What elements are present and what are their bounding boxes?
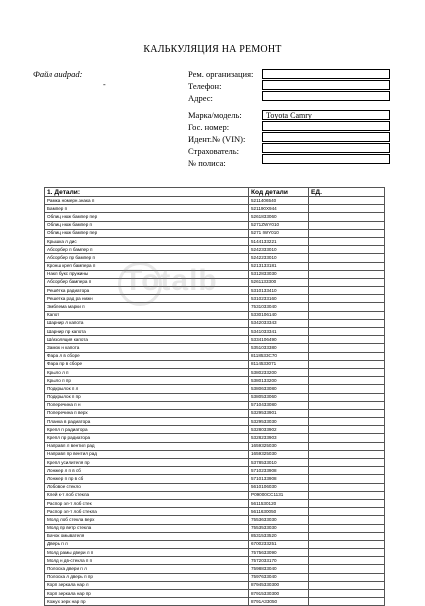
unit-cell [309, 491, 385, 499]
part-code-cell: 5329533030 [249, 418, 309, 426]
vin-field[interactable] [262, 132, 390, 142]
part-code-cell: 5261133300 [249, 278, 309, 286]
part-name-cell: Крыло п пр [45, 377, 249, 385]
unit-cell [309, 598, 385, 606]
part-code-cell: 5242333010 [249, 246, 309, 254]
unit-cell [309, 336, 385, 344]
part-name-cell: Поперечина п верх [45, 409, 249, 417]
unit-cell [309, 377, 385, 385]
part-code-cell: 5328033902 [249, 426, 309, 434]
table-row [45, 491, 385, 499]
part-code-cell: 5710433080 [249, 401, 309, 409]
part-name-cell: Поперечина п н [45, 401, 249, 409]
unit-cell [309, 516, 385, 524]
part-code-cell: 5380533060 [249, 393, 309, 401]
part-code-cell: 7575633090 [249, 549, 309, 557]
part-name-cell: Крепл пр радиатора [45, 434, 249, 442]
table-row [45, 319, 385, 327]
table-row [45, 377, 385, 385]
part-code-cell: 7553633030 [249, 516, 309, 524]
unit-cell [309, 246, 385, 254]
part-name-cell: Молд рамы двери л п [45, 549, 249, 557]
unit-cell [309, 360, 385, 368]
part-code-cell: 5242233010 [249, 254, 309, 262]
part-code-cell: 5341033341 [249, 328, 309, 336]
unit-cell [309, 573, 385, 581]
part-name-cell: Полоска л дверь п пр [45, 573, 249, 581]
table-row [45, 483, 385, 491]
plate-number-field[interactable] [262, 121, 390, 131]
part-code-cell: 1659325030 [249, 450, 309, 458]
unit-cell [309, 221, 385, 229]
part-code-cell: 5380233200 [249, 368, 309, 376]
part-code-cell: 8791A33050 [249, 598, 309, 606]
table-row [45, 499, 385, 507]
table-row [45, 557, 385, 565]
part-code-cell: 5312833030 [249, 270, 309, 278]
part-name-cell: Рамка номерн.знака п [45, 197, 249, 205]
table-row [45, 360, 385, 368]
part-name-cell: Подкрылок п пр [45, 393, 249, 401]
unit-cell [309, 426, 385, 434]
unit-cell [309, 197, 385, 205]
table-row [45, 221, 385, 229]
part-code-cell: 5378533010 [249, 459, 309, 467]
part-code-cell: 5329533901 [249, 409, 309, 417]
parts-table-body [45, 197, 385, 606]
table-row [45, 237, 385, 245]
unit-cell [309, 581, 385, 589]
make-model-field[interactable]: Toyota Camry [262, 110, 390, 120]
table-row [45, 508, 385, 516]
table-row [45, 590, 385, 598]
part-name-cell: Ш/изоляция капота [45, 336, 249, 344]
unit-cell [309, 401, 385, 409]
part-name-cell: Молд н дв-стекла п п [45, 557, 249, 565]
unit-cell [309, 295, 385, 303]
part-code-cell: 5213133181 [249, 262, 309, 270]
repair-org-label: Рем. организация: [188, 69, 254, 79]
part-code-cell: 5310133410 [249, 287, 309, 295]
part-name-cell: Крепл п радиатора [45, 426, 249, 434]
policyholder-field[interactable] [262, 143, 390, 153]
part-name-cell: Распор эл-т лоб стекла [45, 508, 249, 516]
part-code-cell: 521190X944 [249, 205, 309, 213]
part-code-cell: 7531033040 [249, 303, 309, 311]
table-row [45, 393, 385, 401]
unit-cell [309, 287, 385, 295]
part-name-cell: Решётка радиатора [45, 287, 249, 295]
unit-cell [309, 311, 385, 319]
table-row [45, 475, 385, 483]
table-row [45, 426, 385, 434]
part-code-cell: 5261833060 [249, 213, 309, 221]
unit-column-header: ЕД. [309, 188, 385, 197]
phone-label: Телефон: [188, 81, 222, 91]
part-code-cell: 8118533C70 [249, 352, 309, 360]
unit-cell [309, 278, 385, 286]
unit-cell [309, 467, 385, 475]
part-name-cell: Облиц нюж бампер пер [45, 229, 249, 237]
table-row [45, 442, 385, 450]
table-row [45, 197, 385, 205]
document-title: КАЛЬКУЛЯЦИЯ НА РЕМОНТ [143, 44, 282, 55]
part-code-cell: 7598833040 [249, 565, 309, 573]
part-name-cell: Абсорбер п бампер п [45, 246, 249, 254]
part-name-cell: Облиц нюж бампер п [45, 221, 249, 229]
part-code-cell: 5144133221 [249, 237, 309, 245]
unit-cell [309, 368, 385, 376]
part-name-cell: Корп зеркала нар пр [45, 590, 249, 598]
part-code-cell: 5342033343 [249, 319, 309, 327]
unit-cell [309, 565, 385, 573]
file-label: Файл audpad: [33, 69, 83, 79]
part-code-cell: 5710133908 [249, 475, 309, 483]
plate-number-label: Гос. номер: [188, 122, 230, 132]
part-name-cell: Кожух зерк нар пр [45, 598, 249, 606]
policy-number-field[interactable] [262, 154, 390, 164]
part-name-cell: Планка в радиатора [45, 418, 249, 426]
unit-cell [309, 483, 385, 491]
table-row [45, 229, 385, 237]
part-name-cell: Полоска двери п л [45, 565, 249, 573]
part-name-cell: Облиц нюж бампер пер [45, 213, 249, 221]
unit-cell [309, 524, 385, 532]
part-name-cell: Капот [45, 311, 249, 319]
part-code-cell: 7553533030 [249, 524, 309, 532]
part-code-cell: 5271ZWY010 [249, 221, 309, 229]
part-name-cell: Фара пр в сборе [45, 360, 249, 368]
unit-cell [309, 205, 385, 213]
table-row [45, 549, 385, 557]
address-field[interactable] [262, 91, 390, 101]
repair-org-field[interactable] [262, 69, 390, 79]
part-name-cell: Абсорбер бампера п [45, 278, 249, 286]
file-dash: - [103, 80, 106, 89]
part-name-cell: Лонжер л п в сб [45, 467, 249, 475]
table-row [45, 532, 385, 540]
watermark-text: Totalb [124, 264, 218, 297]
unit-cell [309, 532, 385, 540]
part-code-cell: 5211406540 [249, 197, 309, 205]
part-name-cell: Решетка рад ра нижн [45, 295, 249, 303]
part-name-cell: Замок н капота [45, 344, 249, 352]
unit-cell [309, 450, 385, 458]
part-code-cell: 5610106030 [249, 483, 309, 491]
parts-column-header: 1. Детали: [45, 188, 249, 197]
table-row [45, 254, 385, 262]
table-row [45, 303, 385, 311]
part-name-cell: Распор эл-т лоб стек [45, 499, 249, 507]
part-code-cell: 5328233903 [249, 434, 309, 442]
part-code-cell: 5330106140 [249, 311, 309, 319]
part-name-cell: Лонжер п пр в сб [45, 475, 249, 483]
unit-cell [309, 418, 385, 426]
table-row [45, 434, 385, 442]
table-row [45, 311, 385, 319]
table-row [45, 246, 385, 254]
part-code-cell: 5310233160 [249, 295, 309, 303]
part-name-cell: Направл л вентил рад [45, 442, 249, 450]
table-row [45, 401, 385, 409]
unit-cell [309, 213, 385, 221]
table-row [45, 418, 385, 426]
phone-field[interactable] [262, 80, 390, 90]
unit-cell [309, 262, 385, 270]
part-code-cell: 5710233908 [249, 467, 309, 475]
unit-cell [309, 508, 385, 516]
table-row [45, 573, 385, 581]
unit-cell [309, 549, 385, 557]
table-row [45, 524, 385, 532]
part-code-cell: 87945330300 [249, 581, 309, 589]
part-name-cell: Клей к-т лоб стекла [45, 491, 249, 499]
unit-cell [309, 499, 385, 507]
part-name-cell: Бампер п [45, 205, 249, 213]
part-name-cell: Бачок омывателя [45, 532, 249, 540]
table-row [45, 516, 385, 524]
table-row [45, 450, 385, 458]
make-model-label: Марка/модель: [188, 110, 242, 120]
table-row [45, 205, 385, 213]
unit-cell [309, 459, 385, 467]
vin-label: Идент.№ (VIN): [188, 134, 246, 144]
unit-cell [309, 254, 385, 262]
unit-cell [309, 229, 385, 237]
part-code-cell: 5380133200 [249, 377, 309, 385]
part-code-cell: 87915330300 [249, 590, 309, 598]
part-code-cell: 5334106490 [249, 336, 309, 344]
part-name-cell: Шарнир пр капота [45, 328, 249, 336]
part-code-cell: 5271 IWY010 [249, 229, 309, 237]
part-name-cell: Накл букс пружины [45, 270, 249, 278]
part-code-cell: 8531533520 [249, 532, 309, 540]
part-code-cell: P09000CC1131 [249, 491, 309, 499]
unit-cell [309, 409, 385, 417]
unit-cell [309, 434, 385, 442]
table-row [45, 565, 385, 573]
part-name-cell: Фара л в сборе [45, 352, 249, 360]
part-code-cell: 6700233251 [249, 540, 309, 548]
part-name-cell: Крыло л п [45, 368, 249, 376]
table-row [45, 344, 385, 352]
table-row [45, 459, 385, 467]
unit-cell [309, 590, 385, 598]
unit-cell [309, 557, 385, 565]
address-label: Адрес: [188, 93, 213, 103]
policyholder-label: Страхователь: [188, 146, 239, 156]
part-name-cell: Абсорбер пр бампер п [45, 254, 249, 262]
part-name-cell: Крепл усилителя пр [45, 459, 249, 467]
part-name-cell: Лобовое стекло [45, 483, 249, 491]
part-code-cell: 8114533071 [249, 360, 309, 368]
table-row [45, 581, 385, 589]
part-code-cell: 7572033170 [249, 557, 309, 565]
table-row [45, 409, 385, 417]
part-name-cell: Молд лоб стекла верх [45, 516, 249, 524]
table-row [45, 336, 385, 344]
part-name-cell: Подкрылок п л [45, 385, 249, 393]
unit-cell [309, 442, 385, 450]
table-row [45, 467, 385, 475]
unit-cell [309, 385, 385, 393]
unit-cell [309, 319, 385, 327]
parts-table-header [45, 188, 385, 197]
part-code-cell: 5351033380 [249, 344, 309, 352]
unit-cell [309, 270, 385, 278]
parts-table [44, 187, 385, 606]
table-row [45, 385, 385, 393]
part-name-cell: Направл пр вентил рад [45, 450, 249, 458]
part-name-cell: Молд пр ветр стекла [45, 524, 249, 532]
part-name-cell: Дверь п л [45, 540, 249, 548]
part-code-cell: 5611530120 [249, 499, 309, 507]
part-code-cell: 5611630050 [249, 508, 309, 516]
table-row [45, 368, 385, 376]
part-code-cell: 7597633040 [249, 573, 309, 581]
table-row [45, 598, 385, 606]
unit-cell [309, 328, 385, 336]
part-name-cell: Шарнир л капота [45, 319, 249, 327]
policy-number-label: № полиса: [188, 158, 226, 168]
unit-cell [309, 393, 385, 401]
unit-cell [309, 303, 385, 311]
part-code-cell: 5380633080 [249, 385, 309, 393]
table-row [45, 540, 385, 548]
part-code-cell: 1659325030 [249, 442, 309, 450]
unit-cell [309, 475, 385, 483]
unit-cell [309, 352, 385, 360]
table-row [45, 328, 385, 336]
unit-cell [309, 540, 385, 548]
part-code-column-header: Код детали [249, 188, 309, 197]
table-row [45, 213, 385, 221]
unit-cell [309, 237, 385, 245]
part-name-cell: Эмблема марки п [45, 303, 249, 311]
unit-cell [309, 344, 385, 352]
part-name-cell: Корп зеркала нар л [45, 581, 249, 589]
part-name-cell: Крышка л дис [45, 237, 249, 245]
table-row [45, 352, 385, 360]
part-name-cell: Кронш креп бампера п [45, 262, 249, 270]
